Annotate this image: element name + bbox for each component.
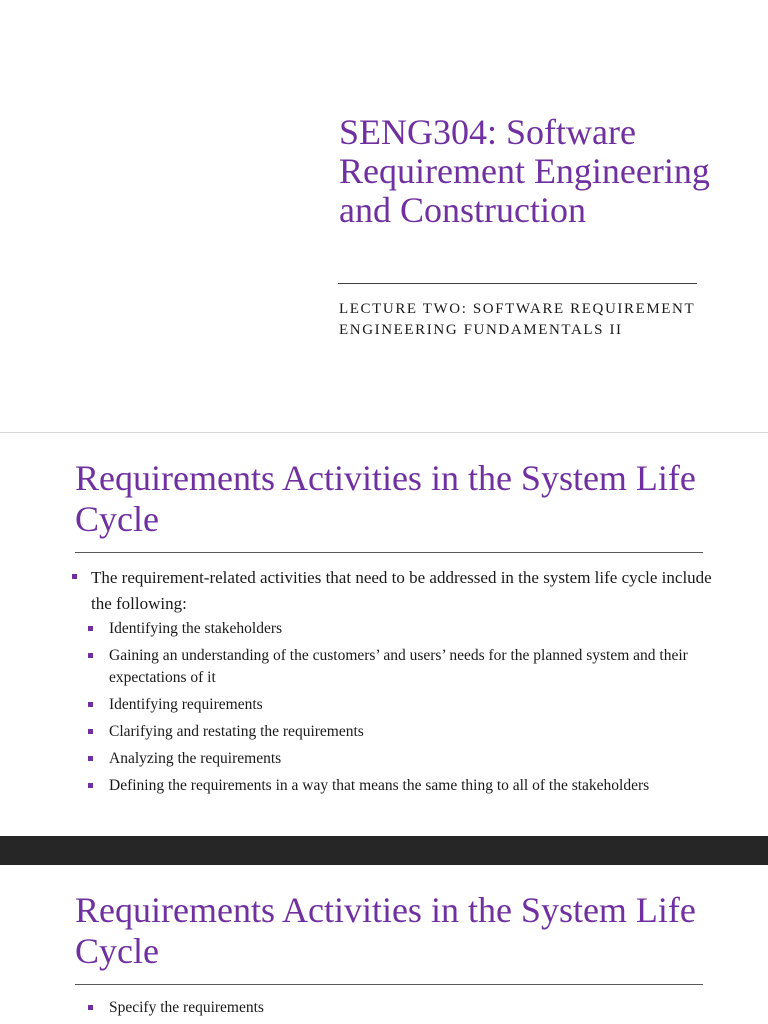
list-item-text: Gaining an understanding of the customers’ and users’ needs for the planned system and their expectations of it <box>109 647 688 686</box>
square-bullet-icon <box>88 702 93 707</box>
square-bullet-icon <box>88 756 93 761</box>
list-item-text: Specify the requirements <box>109 999 264 1016</box>
square-bullet-icon <box>88 783 93 788</box>
deck-title: SENG304: Software Requirement Engineering and Construction <box>339 112 710 230</box>
title-rule <box>75 552 703 553</box>
bullet-list <box>0 997 768 1024</box>
square-bullet-icon <box>88 729 93 734</box>
list-item <box>109 997 709 1019</box>
list-item-text: Clarifying and restating the requirements <box>109 723 364 740</box>
content-slide-activities-continued <box>0 865 768 1024</box>
slide-title: Requirements Activities in the System Life Cycle <box>75 458 696 539</box>
list-item <box>109 748 709 770</box>
content-slide-activities <box>0 433 768 836</box>
list-item <box>109 775 709 797</box>
list-item-text: Analyzing the requirements <box>109 750 282 767</box>
list-item-text: Defining the requirements in a way that means the same thing to all of the stakeholders <box>109 777 650 794</box>
square-bullet-icon <box>72 574 77 579</box>
title-slide <box>0 0 768 432</box>
list-item-text: Identifying requirements <box>109 696 263 713</box>
subtitle-line-1: LECTURE TWO: SOFTWARE REQUIREMENT <box>339 301 696 317</box>
lecture-subtitle <box>339 299 759 341</box>
square-bullet-icon <box>88 653 93 658</box>
slide-title: Requirements Activities in the System Life Cycle <box>75 890 696 971</box>
list-item-text: The requirement-related activities that need to be addressed in the system life cycle include the following: <box>91 568 712 613</box>
list-item <box>109 645 709 689</box>
list-item <box>91 565 716 617</box>
bullet-list <box>0 565 768 802</box>
list-item-text: Identifying the stakeholders <box>109 620 283 637</box>
square-bullet-icon <box>88 626 93 631</box>
list-item <box>109 694 709 716</box>
square-bullet-icon <box>88 1005 93 1010</box>
title-rule <box>75 984 703 985</box>
title-divider <box>338 283 697 284</box>
list-item <box>109 721 709 743</box>
list-item <box>109 618 709 640</box>
slide-gap-band <box>0 836 768 865</box>
subtitle-line-2: ENGINEERING FUNDAMENTALS II <box>339 322 623 338</box>
